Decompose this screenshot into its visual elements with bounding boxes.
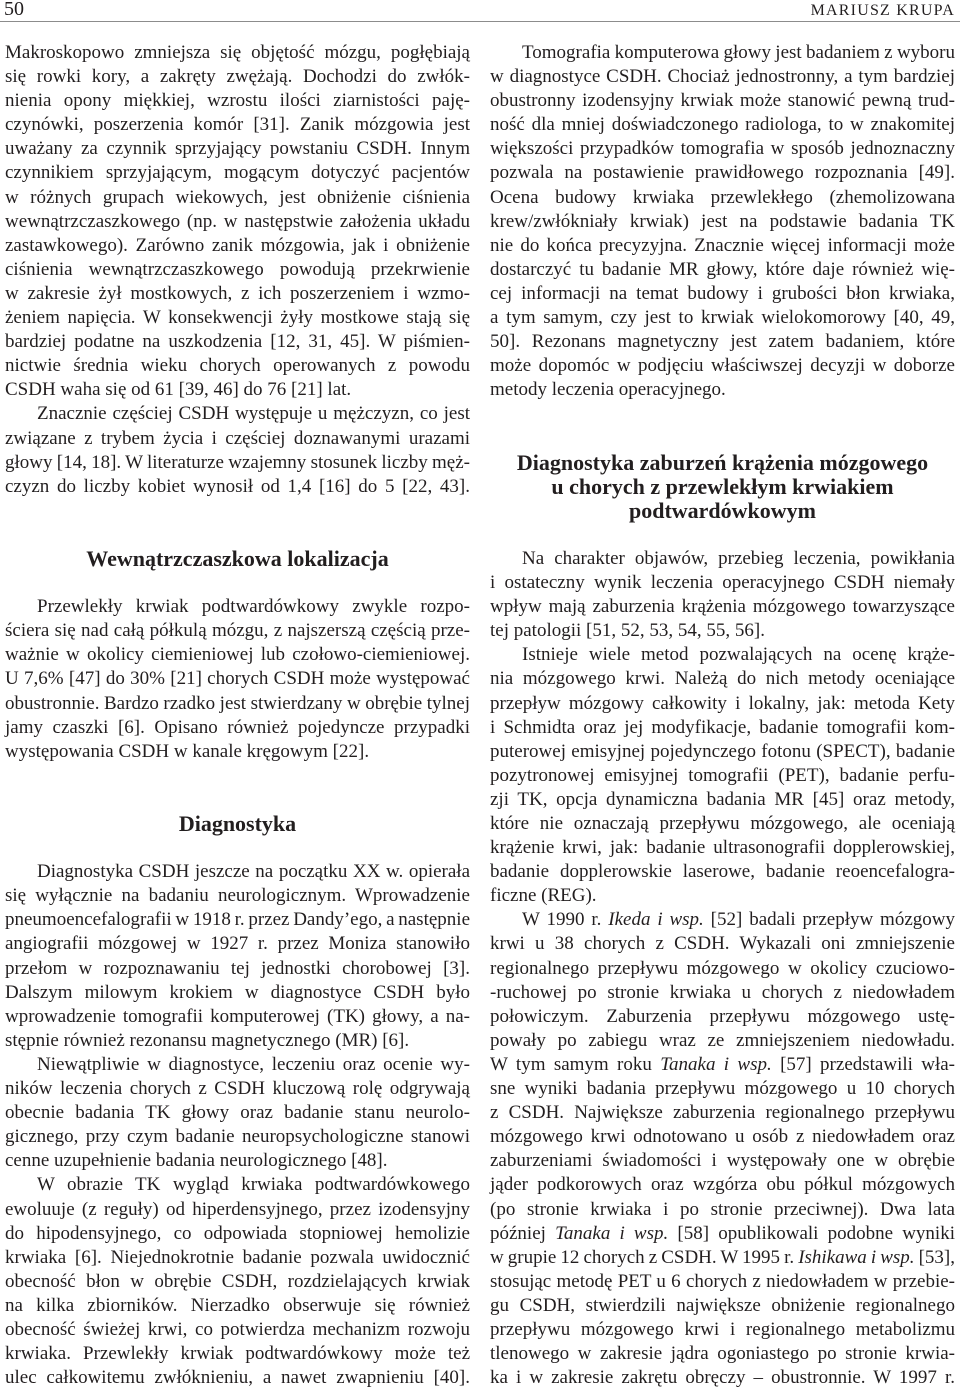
line-text: nia mózgowego krwi. Należą do nich metody oceniające xyxy=(490,668,955,690)
text-line xyxy=(490,1101,955,1125)
text-line xyxy=(5,1270,470,1294)
text-line xyxy=(490,1149,955,1173)
text-line xyxy=(5,1294,470,1318)
text-line xyxy=(490,330,955,354)
line-text: przełom w rozpoznawaniu tej jednostki chorobowej [3]. xyxy=(5,957,470,979)
line-text: gu CSDH, stwierdzili największe obniżenie regionalnego xyxy=(490,1294,955,1316)
line-text: ewoluuje (z reguły) od hiperdensyjnego, przez izodensyjny xyxy=(5,1198,470,1220)
text-line xyxy=(490,764,955,788)
text-line xyxy=(490,1198,955,1222)
text-line xyxy=(490,1053,955,1077)
line-text: i Schmidta oraz jej modyfikacje, badanie tomografii kom- xyxy=(490,716,955,738)
text-line xyxy=(5,1029,470,1053)
line-text: zaburzeniami świadomości i występowały one w obrębie xyxy=(490,1150,955,1172)
text-line xyxy=(5,884,470,908)
line-text: krwiaka. Przewlekły krwiak podtwardówkowy może też xyxy=(5,1343,470,1365)
line-text: głowy [14, 18]. W literaturze wzajemny stosunek liczby męż- xyxy=(5,451,470,473)
text-line xyxy=(5,330,470,354)
text-segment: później xyxy=(490,1222,556,1244)
line-text: ważnie w okolicy ciemieniowej lub czołowo-ciemieniowej. xyxy=(5,644,470,666)
line-text: bardziej podatne na uszkodzenia [12, 31, 45]. W piśmien- xyxy=(5,331,470,353)
line-text: -ruchowej po stronie krwiaka u chorych z niedowładem xyxy=(490,981,955,1003)
italic-citation: Ishikawa i wsp. xyxy=(798,1246,915,1268)
line-text: pozytronowej emisyjnej tomografii (PET), badanie perfu- xyxy=(490,764,955,786)
line-text: obustronnie. Bardzo rzadko jest stwierdzany w obrębie tylnej xyxy=(5,692,470,714)
line-text: stosując metodę PET u 6 chorych z niedowładem w przebie- xyxy=(490,1270,955,1292)
line-text: większości przypadków tomografia w sposób jednoznaczny xyxy=(490,138,955,160)
line-text: dostarczyć tu badanie MR głowy, które daje również wię- xyxy=(490,258,955,280)
text-line xyxy=(5,1246,470,1270)
text-line xyxy=(490,740,955,764)
line-text: W obrazie TK wygląd krwiaka podtwardówkowego xyxy=(37,1174,470,1196)
line-text: powały po zabiegu wraz ze zmniejszeniem niedowładu. xyxy=(490,1029,955,1051)
paragraph xyxy=(5,402,470,498)
line-text: stępnie również rezonansu magnetycznego (MR) [6]. xyxy=(5,1029,410,1051)
line-text: nictwie średnia wieku chorych operowanych z powodu xyxy=(5,355,470,377)
text-line xyxy=(5,957,470,981)
line-text: Ocena budowy krwiaka przewlekłego (zhemolizowana xyxy=(490,186,955,208)
line-text: cej informacji na temat budowy i grubości błon krwiaka, xyxy=(490,282,955,304)
line-text: pneumoencefalografii w 1918 r. przez Dandy’ego, a następnie xyxy=(5,909,470,931)
line-text: metody leczenia operacyjnego. xyxy=(490,379,726,401)
text-line xyxy=(5,427,470,451)
line-text: U 7,6% [47] do 30% [21] chorych CSDH może występować xyxy=(5,668,470,690)
paragraph xyxy=(5,1053,470,1173)
line-text: badanie dopplerowskie laserowe, badanie reoencefalogra- xyxy=(490,861,955,883)
text-line xyxy=(5,692,470,716)
line-text: wprowadzenie tomografii komputerowej (TK) głowy, a na- xyxy=(5,1005,470,1027)
line-text: ficzne (REG). xyxy=(490,885,597,907)
line-text: czyzn do liczby kobiet wynosił od 1,4 [16] do 5 [22, 43]. xyxy=(5,475,470,497)
text-line xyxy=(490,788,955,812)
text-line xyxy=(5,1149,470,1173)
line-text: Istnieje wiele metod pozwalających na ocenę krąże- xyxy=(522,644,955,666)
text-line xyxy=(5,1005,470,1029)
line-text: krwiaka [6]. Niejednokrotnie badanie pozwala uwidocznić xyxy=(5,1246,470,1268)
text-line xyxy=(490,186,955,210)
heading-line: Diagnostyka zaburzeń krążenia mózgowego xyxy=(516,449,929,475)
line-text: które nie oznaczają przepływu mózgowego, ale oceniają xyxy=(490,813,955,834)
text-line xyxy=(490,1366,955,1390)
text-line xyxy=(5,1053,470,1077)
line-text: w diagnostyce CSDH. Chociaż jednostronny, a tym bardziej xyxy=(490,66,955,88)
text-line xyxy=(490,571,955,595)
line-text: wpływ mają zaburzenia krążenia mózgowego towarzyszące xyxy=(490,596,955,618)
paragraph xyxy=(490,41,955,402)
line-text: sne wyniki badania przepływu mózgowego u 10 chorych xyxy=(490,1078,955,1100)
text-line xyxy=(490,65,955,89)
line-text: tej patologii [51, 52, 53, 54, 55, 56]. xyxy=(490,620,765,642)
text-line xyxy=(490,1173,955,1197)
text-line xyxy=(5,1318,470,1342)
text-line xyxy=(490,282,955,306)
line-text: nie do końca precyzyjna. Znacznie więcej informacji może xyxy=(490,234,955,256)
text-line xyxy=(5,619,470,643)
text-line xyxy=(490,643,955,667)
text-line xyxy=(5,1342,470,1366)
line-text: regionalnego przepływu mózgowego w okolicy czuciowo- xyxy=(490,957,955,979)
text-line xyxy=(490,258,955,282)
text-segment: W tym samym roku xyxy=(490,1053,661,1075)
paragraph xyxy=(490,547,955,643)
heading-line: Wewnątrzczaszkowa lokalizacja xyxy=(86,545,389,571)
line-text: występowania CSDH w kanale kręgowym [22]. xyxy=(5,740,370,762)
text-line xyxy=(5,475,470,499)
line-text: przepływ mózgowy całkowity i lokalny, jak: metoda Kety xyxy=(490,692,955,714)
text-line xyxy=(5,860,470,884)
text-line xyxy=(5,740,470,764)
text-line xyxy=(490,860,955,884)
line-text: krwi u 38 chorych z CSDH. Wykazali oni zmniejszenie xyxy=(490,933,955,955)
text-line xyxy=(490,354,955,378)
text-line xyxy=(490,812,955,836)
text-line xyxy=(5,1366,470,1390)
text-line xyxy=(490,884,955,908)
paragraph xyxy=(5,1173,470,1390)
text-line xyxy=(490,716,955,740)
line-text: Tomografia komputerowa głowy jest badaniem z wyboru xyxy=(522,42,955,63)
text-segment: [53], xyxy=(914,1246,956,1268)
text-line xyxy=(490,41,955,65)
line-text: nienia opony miękkiej, wzrostu ilości ziarnistości paję- xyxy=(5,90,470,112)
text-line xyxy=(490,1222,955,1246)
heading-line: podtwardówkowym xyxy=(628,497,817,523)
text-line xyxy=(5,667,470,691)
text-line xyxy=(490,1029,955,1053)
text-line xyxy=(5,186,470,210)
text-line xyxy=(5,451,470,475)
line-text: obustronny izodensyjny krwiak może stanowić pewną trud- xyxy=(490,90,955,112)
text-line xyxy=(490,932,955,956)
text-line xyxy=(490,137,955,161)
text-line xyxy=(5,981,470,1005)
heading-line: u chorych z przewlekłym krwiakiem xyxy=(551,473,894,499)
paragraph xyxy=(5,595,470,764)
line-text: CSDH waha się od 61 [39, 46] do 76 [21] lat. xyxy=(5,379,352,401)
text-line xyxy=(5,282,470,306)
line-text: 50]. Rezonans magnetyczny jest zatem badaniem, które xyxy=(490,331,955,353)
text-line xyxy=(5,234,470,258)
line-text: Makroskopowo zmniejsza się objętość mózgu, pogłębiają xyxy=(5,42,470,63)
text-line xyxy=(490,667,955,691)
text-line xyxy=(5,1101,470,1125)
text-line xyxy=(490,161,955,185)
line-text: na kilka zbiorników. Nierzadko obserwuje się również xyxy=(5,1294,470,1316)
paragraph xyxy=(5,860,470,1053)
text-line xyxy=(490,1270,955,1294)
text-line xyxy=(5,306,470,330)
line-text: ników leczenia chorych z CSDH kluczową rolę odgrywają xyxy=(5,1078,470,1100)
line-text: ka i w zakresie zakrętu obręczy – obustronnie. W 1997 r. xyxy=(490,1367,955,1389)
paragraph xyxy=(490,643,955,908)
text-line xyxy=(490,981,955,1005)
page-number: 50 xyxy=(4,0,24,20)
right-column xyxy=(490,41,955,1390)
line-text: obecnie badania TK głowy oraz badanie stanu neurolo- xyxy=(5,1102,470,1124)
line-text: ciśnienia wewnątrzczaszkowego powodują przekrwienie xyxy=(5,258,470,280)
line-text xyxy=(490,1053,955,1077)
line-text: czynówki, poszerzenia komór [31]. Zanik mózgowia jest xyxy=(5,114,470,136)
text-line xyxy=(490,908,955,932)
line-text: ność dla mniej doświadczonego radiologa, to w znakomitej xyxy=(490,114,955,136)
text-line xyxy=(5,161,470,185)
line-text: w zakresie żył mostkowych, z ich poszerzeniem i wzmo- xyxy=(5,282,470,304)
section-heading xyxy=(5,812,470,836)
text-line xyxy=(5,210,470,234)
line-text: Znacznie częściej CSDH występuje u mężczyzn, co jest xyxy=(37,403,470,425)
text-line xyxy=(5,595,470,619)
text-line xyxy=(490,1342,955,1366)
line-text: się rowki kory, a zakręty zwężają. Dochodzi do zwłók- xyxy=(5,66,470,88)
paragraph xyxy=(490,908,955,1390)
text-line xyxy=(5,1222,470,1246)
text-line xyxy=(490,619,955,643)
text-line xyxy=(490,1318,955,1342)
text-line xyxy=(490,1246,955,1270)
text-segment: [58] opublikowali podobne wyniki xyxy=(668,1222,955,1244)
line-text: zji TK, opcja dynamiczna badania MR [45] oraz metody, xyxy=(490,788,955,810)
line-text: (po stronie krwiaka i po stronie przeciwnej). Dwa lata xyxy=(490,1198,955,1220)
text-line xyxy=(490,89,955,113)
line-text: czynnikiem sprzyjającym, mogącym dotyczyć pacjentów xyxy=(5,162,470,184)
line-text: może dopomóc w podjęciu właściwszej decyzji w doborze xyxy=(490,355,955,377)
line-text: połowiczym. Zaburzenia przepływu mózgowego ustę- xyxy=(490,1005,955,1027)
text-line xyxy=(490,210,955,234)
line-text: krew/zwłókniały krwiak) jest na podstawie badania TK xyxy=(490,210,955,232)
paragraph xyxy=(5,41,470,402)
line-text: Przewlekły krwiak podtwardówkowy zwykle rozpo- xyxy=(37,596,470,618)
left-column xyxy=(5,41,470,1390)
line-text: Dalszym milowym krokiem w diagnostyce CSDH było xyxy=(5,981,470,1003)
text-line xyxy=(5,41,470,65)
line-text xyxy=(490,1246,955,1270)
text-line xyxy=(490,547,955,571)
line-text: obecność błon w obrębie CSDH, rozdzielających krwiak xyxy=(5,1270,470,1292)
line-text: pozwala na postawienie prawidłowego rozpoznania [49]. xyxy=(490,162,955,184)
italic-citation: Tanaka i wsp. xyxy=(660,1053,772,1075)
text-line xyxy=(490,113,955,137)
line-text: wewnątrzczaszkowego (np. w następstwie założenia układu xyxy=(5,210,470,232)
line-text xyxy=(490,1222,955,1246)
text-line xyxy=(490,234,955,258)
line-text: ulec całkowitemu zwłóknieniu, a nawet zwapnieniu [40]. xyxy=(5,1367,470,1389)
text-line xyxy=(5,113,470,137)
text-line xyxy=(5,378,470,402)
line-text: obecność świeżej krwi, co potwierdza mechanizm rozwoju xyxy=(5,1318,470,1340)
line-text: do hipodensyjnego, co odpowiada stopniowej hemolizie xyxy=(5,1222,470,1244)
text-line xyxy=(5,1173,470,1197)
text-segment: [57] przedstawili wła- xyxy=(771,1053,956,1075)
line-text: a tym samym, czy jest to krwiak wielokomorowy [40, 49, xyxy=(490,307,955,329)
heading-line: Diagnostyka xyxy=(178,811,297,836)
text-segment: [52] badali przepływ mózgowy xyxy=(703,909,955,931)
text-segment: w grupie 12 chorych z CSDH. W 1995 r. xyxy=(490,1246,799,1268)
text-line xyxy=(5,137,470,161)
line-text: krążenie krwi, jak: badanie ultrasonografii dopplerowskiej, xyxy=(490,837,955,859)
line-text: cenne uzupełnienie badania neurologicznego [48]. xyxy=(5,1150,388,1172)
text-line xyxy=(490,306,955,330)
text-line xyxy=(490,378,955,402)
line-text: gicznego, przy czym badanie neuropsychologiczne stanowi xyxy=(5,1126,470,1148)
line-text: i ostateczny wynik leczenia operacyjnego CSDH niemały xyxy=(490,572,955,594)
line-text: z CSDH. Największe zaburzenia regionalnego przepływu xyxy=(490,1102,955,1124)
page-header xyxy=(0,0,960,22)
text-line xyxy=(490,595,955,619)
line-text: Na charakter objawów, przebieg leczenia, powikłania xyxy=(522,547,955,569)
line-text: jamy czaszki [6]. Opisano również pojedyncze przypadki xyxy=(5,716,470,738)
line-text: Niewątpliwie w diagnostyce, leczeniu oraz ocenie wy- xyxy=(37,1053,470,1075)
line-text: ściera się nad całą półkulą mózgu, z najszerszą częścią prze- xyxy=(5,620,470,642)
line-text: puterowej emisyjnej pojedynczego fotonu (SPECT), badanie xyxy=(490,740,955,762)
text-line xyxy=(5,402,470,426)
line-text: mózgowego krwi odnotowano u osób z niedowładem oraz xyxy=(490,1126,955,1148)
italic-citation: Ikeda i wsp. xyxy=(608,909,704,931)
text-line xyxy=(490,1125,955,1149)
line-text: związane z trybem życia i częściej doznawanymi urazami xyxy=(5,427,470,449)
text-line xyxy=(5,1125,470,1149)
text-line xyxy=(490,692,955,716)
running-head: MARIUSZ KRUPA xyxy=(810,2,955,19)
line-text xyxy=(522,908,955,932)
text-line xyxy=(5,258,470,282)
line-text: jąder podkorowych oraz wzgórza obu półkul mózgowych xyxy=(490,1174,955,1196)
line-text: zastawkowego). Zarówno zanik mózgowia, jak i obniżenie xyxy=(5,234,470,256)
text-line xyxy=(490,836,955,860)
text-line xyxy=(490,957,955,981)
section-heading xyxy=(5,547,470,571)
line-text: tlenowego w zakresie jądra ogoniastego po stronie krwia- xyxy=(490,1343,955,1365)
line-text: się wyłącznie na badaniu neurologicznym. Wprowadzenie xyxy=(5,885,470,907)
line-text: przepływu mózgowego krwi i regionalnego metabolizmu xyxy=(490,1318,955,1340)
text-line xyxy=(5,1198,470,1222)
line-text: angiografii mózgowej w 1927 r. przez Moniza stanowiło xyxy=(5,933,470,955)
text-segment: W 1990 r. xyxy=(522,909,609,931)
line-text: Diagnostyka CSDH jeszcze na początku XX w. opierała xyxy=(37,861,470,883)
text-line xyxy=(5,1077,470,1101)
line-text: w różnych grupach wiekowych, jest obniżenie ciśnienia xyxy=(5,186,470,208)
text-line xyxy=(5,89,470,113)
line-text: żeniem napięcia. W konsekwencji żyły mostkowe stają się xyxy=(5,307,470,329)
italic-citation: Tanaka i wsp. xyxy=(555,1222,669,1244)
text-line xyxy=(5,643,470,667)
text-line xyxy=(5,932,470,956)
text-line xyxy=(5,716,470,740)
text-line xyxy=(5,908,470,932)
text-line xyxy=(5,65,470,89)
line-text: uważany za czynnik sprzyjający powstaniu CSDH. Innym xyxy=(5,138,470,160)
text-line xyxy=(490,1005,955,1029)
section-heading xyxy=(490,451,955,523)
text-line xyxy=(490,1294,955,1318)
text-line xyxy=(490,1077,955,1101)
text-line xyxy=(5,354,470,378)
